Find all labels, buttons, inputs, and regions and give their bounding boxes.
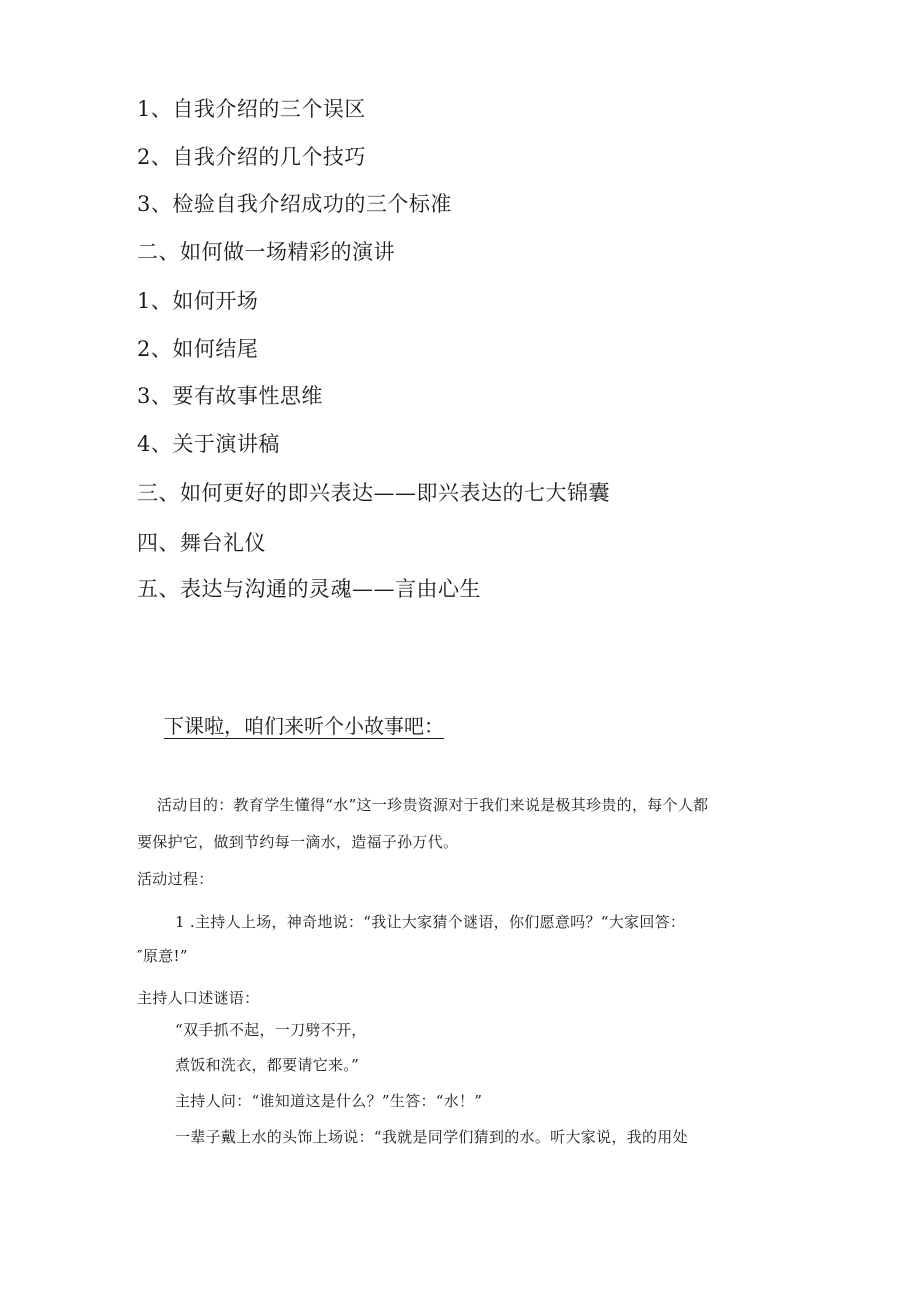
outline-item: 1、如何开场 bbox=[137, 289, 259, 313]
body-paragraph-line: 要保护它，做到节约每一滴水，造福子孙万代。 bbox=[137, 833, 459, 851]
outline-item: 1、自我介绍的三个误区 bbox=[137, 97, 366, 121]
body-paragraph-line: 煮饭和洗衣，都要请它来。” bbox=[175, 1056, 360, 1074]
body-paragraph-line: ″原意!” bbox=[137, 947, 188, 965]
outline-section-heading: 二、如何做一场精彩的演讲 bbox=[137, 240, 395, 264]
body-paragraph-line: 主持人问：“谁知道这是什么？”生答：“水！” bbox=[175, 1092, 483, 1110]
body-paragraph-line: 活动过程： bbox=[137, 870, 214, 888]
story-heading: 下课啦，咱们来听个小故事吧： bbox=[164, 714, 444, 738]
body-paragraph-line: 一辈子戴上水的头饰上场说：“我就是同学们猜到的水。听大家说，我的用处 bbox=[175, 1128, 688, 1146]
body-paragraph-line: 活动目的：教育学生懂得“水”这一珍贵资源对于我们来说是极其珍贵的，每个人都 bbox=[157, 796, 709, 814]
outline-item: 2、自我介绍的几个技巧 bbox=[137, 145, 366, 169]
outline-section-heading: 三、如何更好的即兴表达——即兴表达的七大锦囊 bbox=[137, 481, 610, 505]
outline-section-heading: 四、舞台礼仪 bbox=[137, 531, 266, 555]
outline-item: 2、如何结尾 bbox=[137, 337, 259, 361]
outline-item: 4、关于演讲稿 bbox=[137, 432, 280, 456]
outline-item: 3、要有故事性思维 bbox=[137, 384, 323, 408]
outline-section-heading: 五、表达与沟通的灵魂——言由心生 bbox=[137, 577, 481, 601]
body-paragraph-line: “双手抓不起，一刀劈不开， bbox=[175, 1021, 367, 1039]
body-paragraph-line: 1 .主持人上场，神奇地说：“我让大家猜个谜语，你们愿意吗？“大家回答： bbox=[175, 913, 686, 931]
body-paragraph-line: 主持人口述谜语： bbox=[137, 989, 260, 1007]
outline-item: 3、检验自我介绍成功的三个标准 bbox=[137, 192, 452, 216]
